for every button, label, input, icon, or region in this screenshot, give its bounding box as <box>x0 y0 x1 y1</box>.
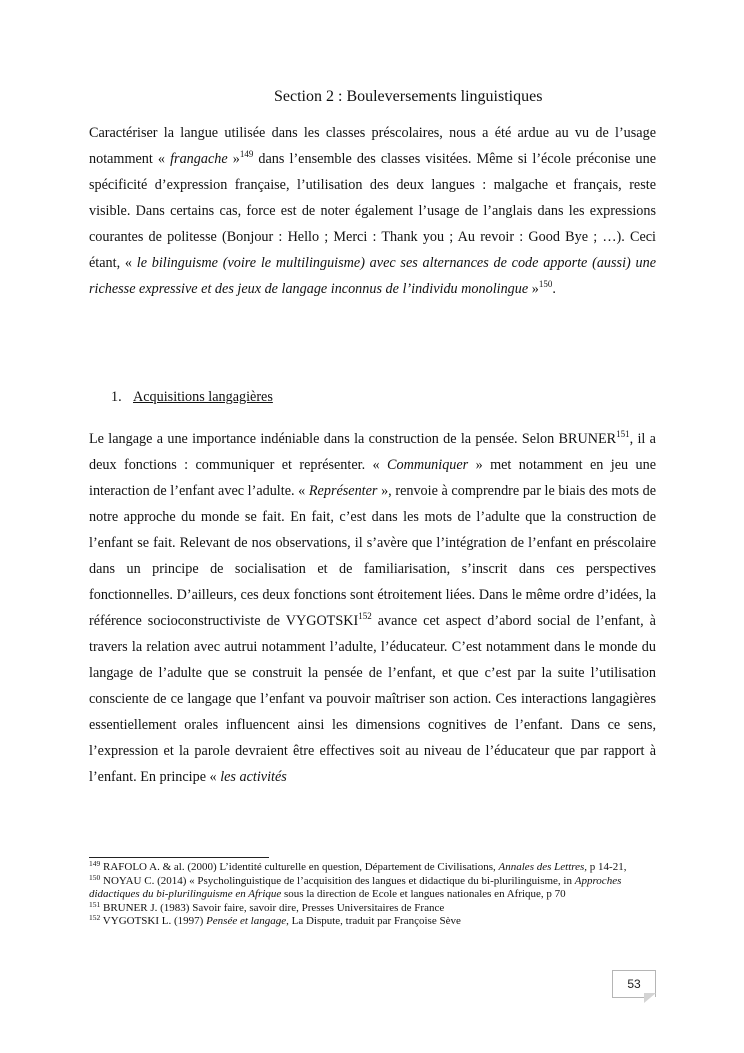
text-run: Caractériser la langue utilisée dans les classes préscolaires, nous a été ardue au vu de l’usage notamment « <box>89 125 656 167</box>
footnote-151 <box>89 899 659 916</box>
italic-term: les activités <box>220 769 287 785</box>
footnote-149 <box>89 861 659 875</box>
footnote-italic: Approches didactiques du bi-plurilinguisme en Afrique <box>89 874 622 901</box>
footnote-text: sous la direction de Ecole et langues nationales en Afrique, p 70 <box>281 888 566 901</box>
italic-quote: le bilinguisme (voire le multilinguisme) avec ses alternances de code apporte (aussi) une richesse expressive et des jeux de langage inconnus de l’individu monolingue <box>89 255 656 297</box>
footnote-number: 150 <box>89 872 101 882</box>
section-prefix: Section 2 : <box>274 88 343 105</box>
footnotes <box>89 861 659 929</box>
text-run: dans l’ensemble des classes visitées. Même si l’école préconise une spécificité d’expression française, l’utilisation des deux langues : malgache et français, reste visible. Dans certains cas, force est de noter également l’usage de l’anglais dans les expressions courantes de politesse (Bonjour : Hello ; Merci : Thank you ; Au revoir : Good Bye ; …). Ceci étant, « <box>89 151 656 271</box>
page-corner-edge <box>612 997 644 998</box>
footnote-separator <box>89 857 269 858</box>
page-curl-icon <box>644 993 656 1003</box>
footnote-text: RAFOLO A. & al. (2000) L’identité culturelle en question, Département de Civilisations, <box>100 861 499 873</box>
text-run: » <box>528 281 539 297</box>
italic-term: Communiquer <box>387 457 469 473</box>
section-heading: Bouleversements linguistiques <box>346 88 543 105</box>
page-number: 53 <box>627 977 641 991</box>
paragraph-acquisitions <box>89 426 656 790</box>
italic-term: Représenter <box>308 483 378 499</box>
footnote-number: 151 <box>89 899 101 909</box>
text-run: Le langage a une importance indéniable dans la construction de la pensée. Selon BRUNER <box>89 431 617 447</box>
text-run: , il a deux fonctions : communiquer et représenter. « <box>89 431 656 473</box>
footnote-ref[interactable]: 152 <box>358 611 372 621</box>
italic-term: frangache <box>170 151 228 167</box>
page-number-box <box>612 970 656 997</box>
text-run: avance cet aspect d’abord social de l’enfant, à travers la relation avec autrui notamment l’adulte, l’éducateur. C’est notamment dans le monde du langage de l’adulte que se construit la pensée de l’enfant, et que c’est par la suite l’utilisation consciente de ce langage que l’enfant va pouvoir maîtriser son action. Ces interactions langagières essentiellement orales influencent ainsi les dimensions cognitives de l’enfant. Dans ce sens, l’expression et la parole devraient être effectives soit au niveau de l’éducateur que par rapport à l’enfant. En principe « <box>89 613 656 785</box>
subsection-label: Acquisitions langagières <box>133 389 273 405</box>
footnote-ref[interactable]: 150 <box>538 279 553 289</box>
footnote-text: VYGOTSKI L. (1997) <box>100 915 207 928</box>
footnote-number: 149 <box>89 859 101 868</box>
footnote-text: , La Dispute, traduit par Françoise Sève <box>286 915 461 928</box>
footnote-ref[interactable]: 151 <box>616 429 630 439</box>
footnote-italic: Pensée et langage <box>206 915 287 928</box>
footnote-150 <box>89 872 659 902</box>
paragraph-intro <box>89 120 656 302</box>
footnote-ref[interactable]: 149 <box>239 149 254 159</box>
text-run: » <box>227 151 240 167</box>
subsection-number: 1. <box>111 389 122 405</box>
footnote-italic: Annales des Lettres, <box>498 861 588 873</box>
text-run: », renvoie à comprendre par le biais des mots de notre approche du monde se fait. En fait, c’est dans les mots de l’adulte que la construction de l’enfant se fait. Relevant de nos observations, il s’avère que l’intégration de l’enfant en préscolaire dans un principe de socialisation et de familiarisation, s’inscrit dans ces perspectives fonctionnelles. D’ailleurs, ces deux fonctions sont étroitement liées. Dans le même ordre d’idées, la référence socioconstructiviste de VYGOTSKI <box>89 483 656 629</box>
footnote-text: BRUNER J. (1983) Savoir faire, savoir dire, Presses Universitaires de France <box>100 901 445 914</box>
text-run: . <box>552 281 556 297</box>
footnote-text: NOYAU C. (2014) « Psycholinguistique de l’acquisition des langues et didactique du bi-plurilinguisme, in <box>100 874 575 887</box>
text-run: » met notamment en jeu une interaction de l’enfant avec l’adulte. « <box>89 457 656 499</box>
footnote-number: 152 <box>89 913 101 923</box>
section-title <box>0 88 744 106</box>
footnote-152 <box>89 915 659 929</box>
subsection-heading <box>111 387 273 407</box>
footnote-text: p 14-21, <box>587 861 627 873</box>
